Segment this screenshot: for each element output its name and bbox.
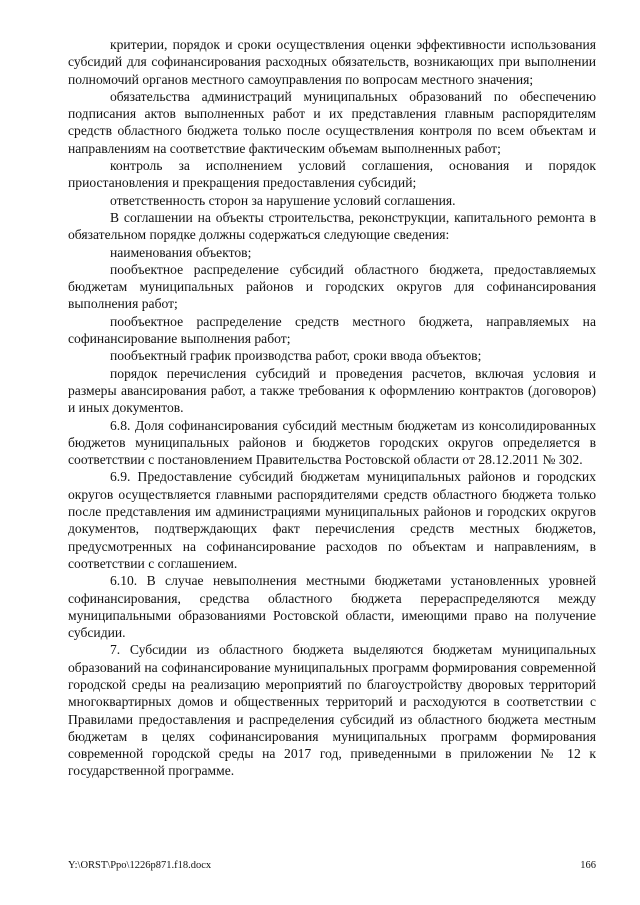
paragraph: 6.9. Предоставление субсидий бюджетам муниципальных районов и городских округов осуществляется главными распорядителями средств областного бюджета только после представления им администрациями муниципальных районов и городских округов документов, подтверждающих факт перечисления средств местных бюджетов, предусмотренных на софинансирование расходов по объектам и направлениям, в соответствии с соглашением. — [68, 469, 596, 571]
page-number: 166 — [580, 860, 596, 871]
paragraph: критерии, порядок и сроки осуществления оценки эффективности использования субсидий для софинансирования расходных обязательств, возникающих при выполнении полномочий органов местного самоуправления по вопросам местного значения; — [68, 37, 596, 87]
paragraph: обязательства администраций муниципальных образований по обеспечению подписания актов выполненных работ и их представления главным распорядителям средств областного бюджета только после осуществления контроля по всем объектам и направлениям на соответствие фактическим объемам выполненных работ; — [68, 88, 596, 156]
file-path: Y:\ORST\Ppo\1226p871.f18.docx — [68, 860, 212, 871]
paragraph: пообъектное распределение субсидий областного бюджета, предоставляемых бюджетам муниципальных районов и городских округов для софинансирования выполнения работ; — [68, 261, 596, 312]
paragraph: ответственность сторон за нарушение условий соглашения. — [110, 192, 456, 208]
paragraph: порядок перечисления субсидий и проведения расчетов, включая условия и размеры авансирования работ, а также требования к оформлению контрактов (договоров) и иных документов. — [68, 365, 596, 416]
paragraph: В соглашении на объекты строительства, реконструкции, капитального ремонта в обязательном порядке должны содержаться следующие сведения: — [68, 209, 596, 243]
paragraph: контроль за исполнением условий соглашения, основания и порядок приостановления и прекращения предоставления субсидий; — [68, 158, 596, 191]
paragraph: наименования объектов; — [110, 244, 252, 260]
paragraph: 7. Субсидии из областного бюджета выделяются бюджетам муниципальных образований на софинансирование муниципальных программ формирования современной городской среды на реализацию мероприятий по благоустройству дворовых территорий многоквартирных домов и общественных территорий и расходуются в соответствии с Правилами предоставления и распределения субсидий из областного бюджета местным бюджетам в целях софинансирования муниципальных программ формирования современной городской среды на 2017 год, приведенными в приложении № 12 к государственной программе. — [68, 642, 596, 779]
paragraph: пообъектное распределение средств местного бюджета, направляемых на софинансирование выполнения работ; — [68, 313, 596, 347]
paragraph: 6.10. В случае невыполнения местными бюджетами установленных уровней софинансирования, средства областного бюджета перераспределяются между муниципальными образованиями Ростовской области, имеющими право на получение субсидии. — [68, 573, 596, 641]
document-body — [68, 36, 596, 780]
paragraph: 6.8. Доля софинансирования субсидий местным бюджетам из консолидированных бюджетов муниципальных районов и бюджетов городских округов определяется в соответствии с постановлением Правительства Ростовской области от 28.12.2011 № 302. — [68, 417, 596, 468]
paragraph: пообъектный график производства работ, сроки ввода объектов; — [110, 348, 482, 364]
